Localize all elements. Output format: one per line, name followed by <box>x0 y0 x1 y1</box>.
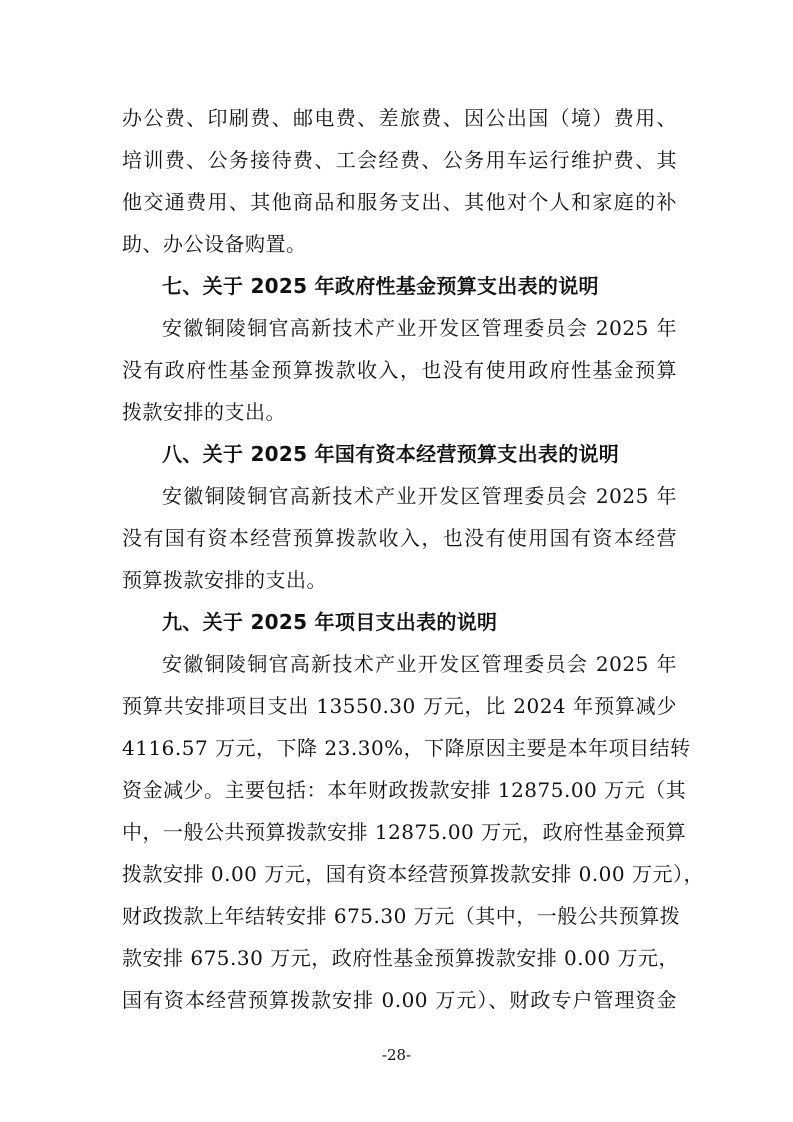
body-line: 预算共安排项目支出 13550.30 万元，比 2024 年预算减少 <box>122 694 677 718</box>
body-line: 拨款安排 0.00 万元，国有资本经营预算拨款安排 0.00 万元）， <box>122 862 704 886</box>
body-line: 国有资本经营预算拨款安排 0.00 万元）、财政专户管理资金 <box>122 988 677 1012</box>
body-line: 资金减少。主要包括：本年财政拨款安排 12875.00 万元（其 <box>122 778 687 802</box>
body-line: 他交通费用、其他商品和服务支出、其他对个人和家庭的补 <box>122 190 677 214</box>
body-line: 培训费、公务接待费、工会经费、公务用车运行维护费、其 <box>122 148 677 172</box>
section-heading: 七、关于 2025 年政府性基金预算支出表的说明 <box>162 274 599 298</box>
body-line: 没有国有资本经营预算拨款收入，也没有使用国有资本经营 <box>122 526 677 550</box>
body-line: 安徽铜陵铜官高新技术产业开发区管理委员会 2025 年 <box>162 652 677 676</box>
body-line: 预算拨款安排的支出。 <box>122 568 327 592</box>
body-line: 4116.57 万元，下降 23.30%，下降原因主要是本年项目结转 <box>122 736 691 760</box>
body-line: 助、办公设备购置。 <box>122 232 307 256</box>
page-number: -28- <box>381 1046 412 1064</box>
body-line: 办公费、印刷费、邮电费、差旅费、因公出国（境）费用、 <box>122 106 677 130</box>
body-line: 财政拨款上年结转安排 675.30 万元（其中，一般公共预算拨 <box>122 904 681 928</box>
body-line: 没有政府性基金预算拨款收入，也没有使用政府性基金预算 <box>122 358 677 382</box>
body-line: 安徽铜陵铜官高新技术产业开发区管理委员会 2025 年 <box>162 484 677 508</box>
section-heading: 九、关于 2025 年项目支出表的说明 <box>162 610 498 634</box>
body-line: 安徽铜陵铜官高新技术产业开发区管理委员会 2025 年 <box>162 316 677 340</box>
section-heading: 八、关于 2025 年国有资本经营预算支出表的说明 <box>162 442 620 466</box>
body-line: 中，一般公共预算拨款安排 12875.00 万元，政府性基金预算 <box>122 820 687 844</box>
body-line: 款安排 675.30 万元，政府性基金预算拨款安排 0.00 万元， <box>122 946 679 970</box>
body-line: 拨款安排的支出。 <box>122 400 286 424</box>
